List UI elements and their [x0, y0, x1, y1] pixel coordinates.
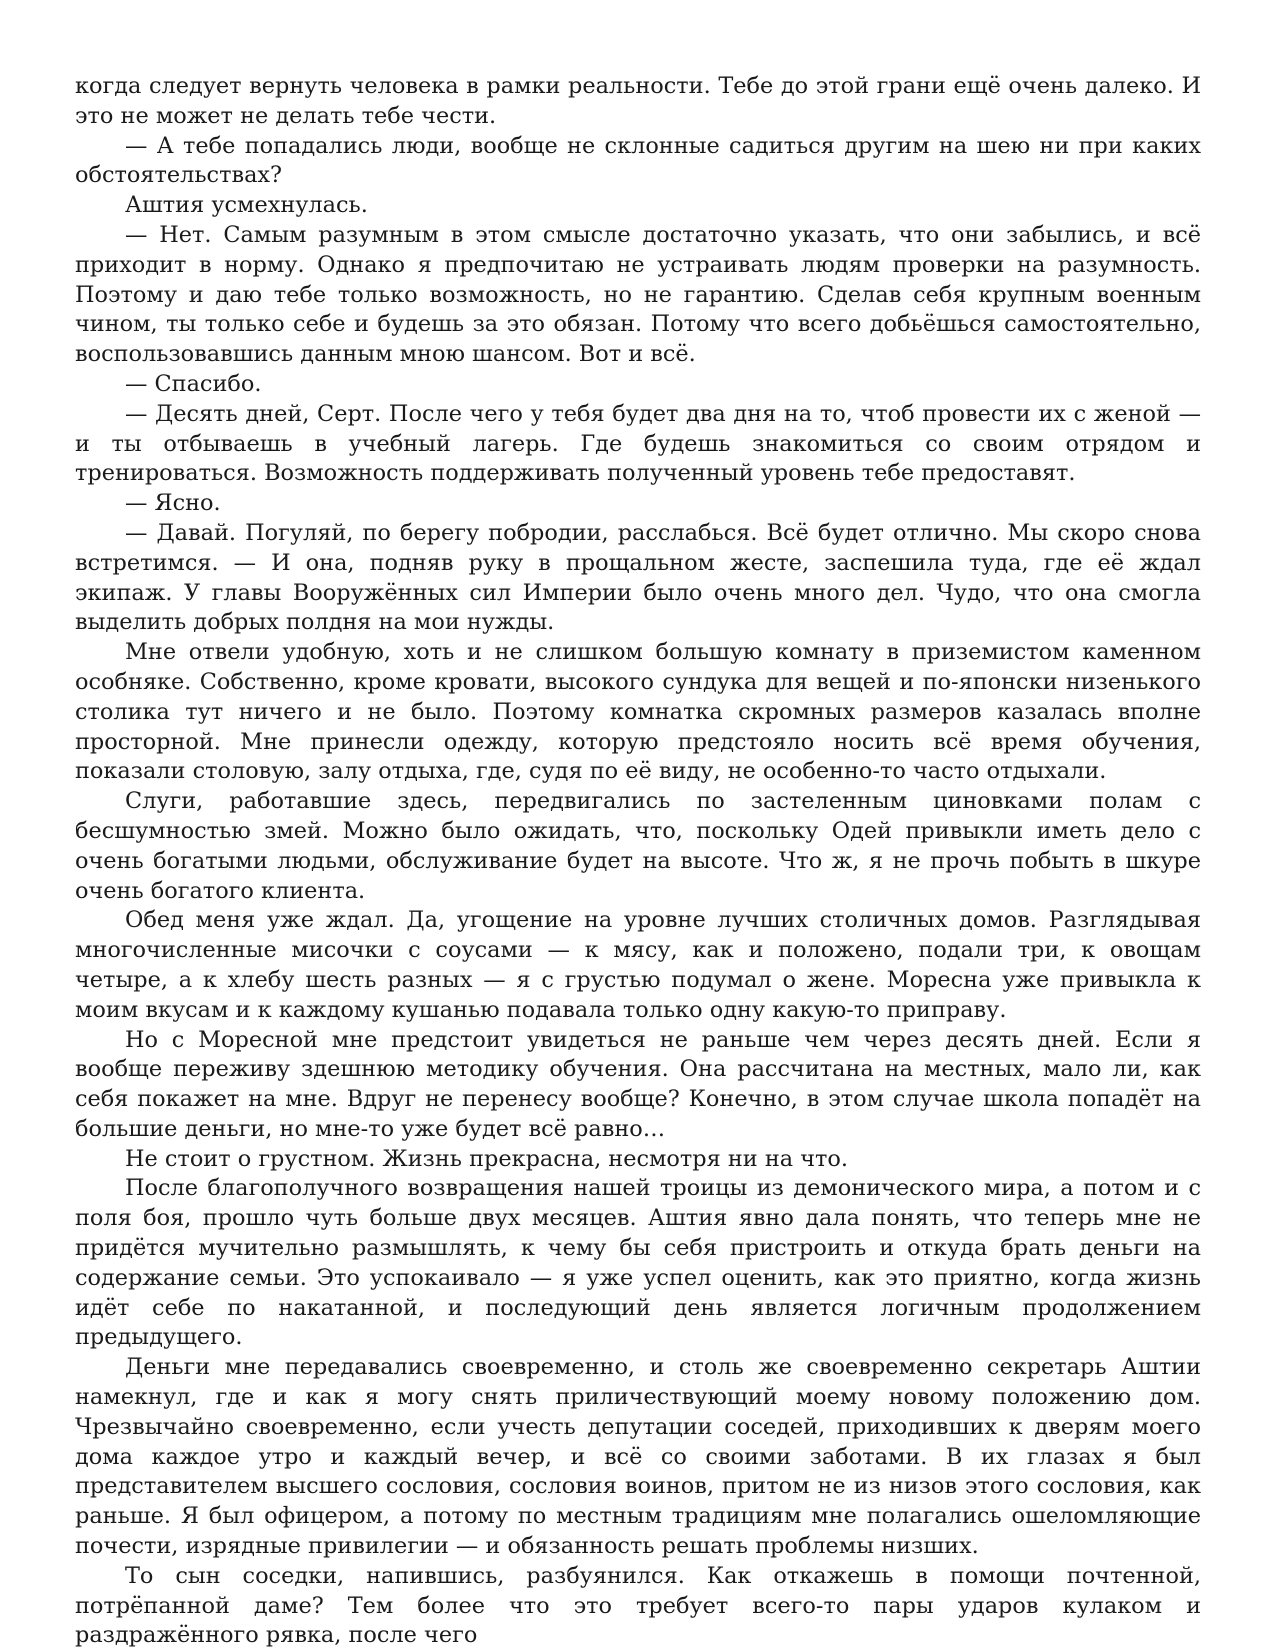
paragraph-continuation: когда следует вернуть человека в рамки реальности. Тебе до этой грани ещё очень далеко. И это не может не делать тебе чести. — [75, 73, 1201, 129]
paragraph-narration: Деньги мне передавались своевременно, и столь же своевременно секретарь Аштии намекнул, где и как я могу снять приличествующий моему новому положению дом. Чрезвычайно своевременно, если учесть депутации соседей, приходивших к дверям моего дома каждое утро и каждый вечер, и всё со своими заботами. В их глазах я был представителем высшего сословия, сословия воинов, притом не из низов этого сословия, как раньше. Я был офицером, а потому по местным традициям мне полагались ошеломляющие почести, изрядные привилегии — и обязанность решать проблемы низших. — [75, 1354, 1201, 1560]
paragraph-narration: Но с Моресной мне предстоит увидеться не раньше чем через десять дней. Если я вообще переживу здешнюю методику обучения. Она рассчитана на местных, мало ли, как себя покажет на мне. Вдруг не перенесу вообще? Конечно, в этом случае школа попадёт на большие деньги, но мне-то уже будет всё равно… — [75, 1026, 1201, 1142]
paragraph-dialogue: — Нет. Самым разумным в этом смысле достаточно указать, что они забылись, и всё приходит в норму. Однако я предпочитаю не устраивать людям проверки на разумность. Поэтому и даю тебе только возможность, но не гарантию. Сделав себя крупным военным чином, ты только себе и будешь за это обязан. Потому что всего добьёшься самостоятельно, воспользовавшись данным мною шансом. Вот и всё. — [75, 221, 1201, 368]
paragraph-narration: После благополучного возвращения нашей троицы из демонического мира, а потом и с поля боя, прошло чуть больше двух месяцев. Аштия явно дала понять, что теперь мне не придётся мучительно размышлять, к чему бы себя пристроить и откуда брать деньги на содержание семьи. Это успокаивало — я уже успел оценить, как это приятно, когда жизнь идёт себе по накатанной, и последующий день является логичным продолжением предыдущего. — [75, 1175, 1201, 1351]
paragraph-dialogue: — Спасибо. — [125, 370, 262, 397]
paragraph-dialogue: — А тебе попадались люди, вообще не склонные садиться другим на шею ни при каких обстоятельствах? — [75, 132, 1201, 189]
paragraph-dialogue: — Давай. Погуляй, по берегу побродии, расслабься. Всё будет отлично. Мы скоро снова встретимся. — И она, подняв руку в прощальном жесте, заспешила туда, где её ждал экипаж. У главы Вооружённых сил Империи было очень много дел. Чудо, что она смогла выделить добрых полдня на мои нужды. — [75, 519, 1201, 636]
paragraph-narration: Не стоит о грустном. Жизнь прекрасна, несмотря ни на что. — [125, 1145, 849, 1172]
paragraph-narration: Обед меня уже ждал. Да, угощение на уровне лучших столичных домов. Разглядывая многочисленные мисочки с соусами — к мясу, как и положено, подали три, к овощам четыре, а к хлебу шесть разных — я с грустью подумал о жене. Моресна уже привыкла к моим вкусам и к каждому кушанью подавала только одну какую-то приправу. — [75, 907, 1201, 1023]
paragraph-narration: То сын соседки, напившись, разбуянился. Как откажешь в помощи почтенной, потрёпанной даме? Тем более что это требует всего-то пары ударов кулаком и раздражённого рявка, после чего — [75, 1562, 1201, 1649]
paragraph-dialogue: — Ясно. — [125, 490, 221, 517]
paragraph-narration: Мне отвели удобную, хоть и не слишком большую комнату в приземистом каменном особняке. Собственно, кроме кровати, высокого сундука для вещей и по-японски низенького столика тут ничего и не было. Поэтому комнатка скромных размеров казалась вполне просторной. Мне принесли одежду, которую предстояло носить всё время обучения, показали столовую, залу отдыха, где, судя по её виду, не особенно-то часто отдыхали. — [75, 639, 1201, 785]
paragraph-narration: Аштия усмехнулась. — [125, 192, 368, 219]
paragraph-narration: Слуги, работавшие здесь, передвигались по застеленным циновками полам с бесшумностью змей. Можно было ожидать, что, поскольку Одей привыкли иметь дело с очень богатыми людьми, обслуживание будет на высоте. Что ж, я не прочь побыть в шкуре очень богатого клиента. — [75, 788, 1201, 904]
paragraph-dialogue: — Десять дней, Серт. После чего у тебя будет два дня на то, чтоб провести их с женой — и ты отбываешь в учебный лагерь. Где будешь знакомиться со своим отрядом и тренироваться. Возможность поддерживать полученный уровень тебе предоставят. — [75, 400, 1201, 487]
